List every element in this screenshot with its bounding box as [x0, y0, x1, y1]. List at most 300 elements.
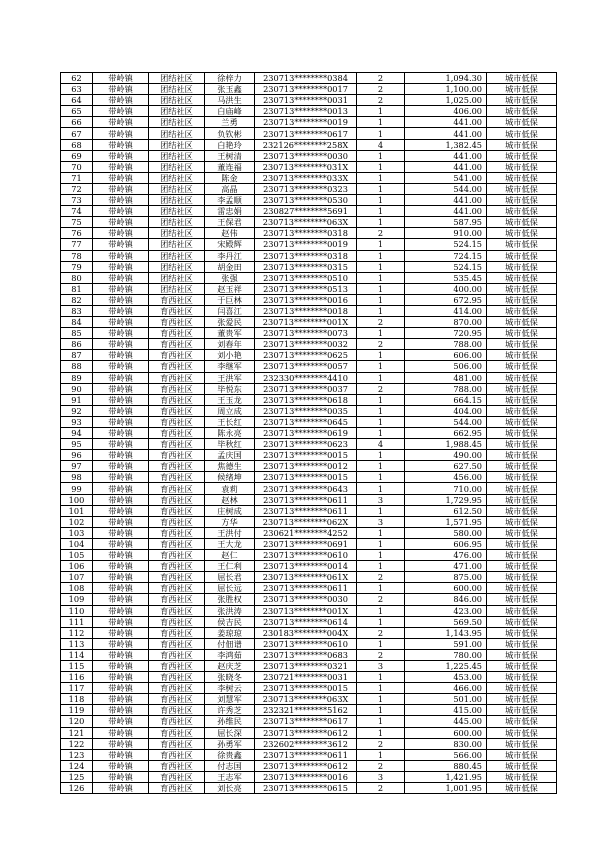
cell-town: 带岭镇	[93, 195, 149, 206]
cell-id-number: 232321********5162	[255, 705, 357, 716]
cell-id-number: 230713********0623	[255, 439, 357, 450]
table-row	[61, 261, 557, 272]
table-row	[61, 350, 557, 361]
cell-id-number: 230713********0318	[255, 250, 357, 261]
table-row	[61, 561, 557, 572]
cell-name: 宋殿辉	[205, 239, 255, 250]
cell-amount: 535.45	[405, 272, 487, 283]
cell-household-size: 1	[357, 150, 405, 161]
cell-household-size: 2	[357, 383, 405, 394]
cell-household-size: 1	[357, 416, 405, 427]
cell-name: 付志国	[205, 760, 255, 771]
table-row	[61, 195, 557, 206]
cell-assistance-type: 城市低保	[487, 339, 557, 350]
cell-id-number: 230713********0615	[255, 783, 357, 794]
cell-assistance-type: 城市低保	[487, 361, 557, 372]
cell-household-size: 1	[357, 550, 405, 561]
cell-row-number: 109	[61, 594, 93, 605]
cell-assistance-type: 城市低保	[487, 494, 557, 505]
cell-community: 育西社区	[149, 394, 205, 405]
table-row	[61, 538, 557, 549]
cell-household-size: 1	[357, 106, 405, 117]
cell-community: 育西社区	[149, 705, 205, 716]
cell-name: 白庙峰	[205, 106, 255, 117]
table-row	[61, 738, 557, 749]
cell-assistance-type: 城市低保	[487, 217, 557, 228]
cell-id-number: 230713********0315	[255, 261, 357, 272]
table-row	[61, 483, 557, 494]
cell-town: 带岭镇	[93, 183, 149, 194]
cell-assistance-type: 城市低保	[487, 106, 557, 117]
cell-amount: 1,382.45	[405, 139, 487, 150]
cell-amount: 1,143.95	[405, 627, 487, 638]
cell-id-number: 230713********0031	[255, 95, 357, 106]
cell-name: 白艳玲	[205, 139, 255, 150]
cell-id-number: 230713********0015	[255, 472, 357, 483]
cell-amount: 414.00	[405, 305, 487, 316]
cell-id-number: 230713********0016	[255, 294, 357, 305]
cell-id-number: 230713********0019	[255, 117, 357, 128]
cell-assistance-type: 城市低保	[487, 405, 557, 416]
cell-name: 刘慧军	[205, 694, 255, 705]
table-row	[61, 305, 557, 316]
cell-id-number: 230713********0384	[255, 73, 357, 84]
cell-id-number: 230713********0012	[255, 461, 357, 472]
cell-town: 带岭镇	[93, 683, 149, 694]
cell-name: 方华	[205, 516, 255, 527]
cell-household-size: 1	[357, 483, 405, 494]
cell-assistance-type: 城市低保	[487, 228, 557, 239]
cell-amount: 466.00	[405, 683, 487, 694]
cell-community: 团结社区	[149, 128, 205, 139]
cell-assistance-type: 城市低保	[487, 383, 557, 394]
cell-name: 毕秋红	[205, 439, 255, 450]
cell-amount: 441.00	[405, 128, 487, 139]
cell-town: 带岭镇	[93, 616, 149, 627]
cell-row-number: 89	[61, 372, 93, 383]
cell-community: 育西社区	[149, 605, 205, 616]
cell-name: 王仁利	[205, 561, 255, 572]
cell-town: 带岭镇	[93, 727, 149, 738]
cell-community: 团结社区	[149, 161, 205, 172]
cell-household-size: 1	[357, 361, 405, 372]
cell-assistance-type: 城市低保	[487, 649, 557, 660]
table-row	[61, 505, 557, 516]
cell-name: 张强	[205, 272, 255, 283]
cell-amount: 606.00	[405, 350, 487, 361]
cell-id-number: 230713********0019	[255, 239, 357, 250]
cell-name: 孙勇军	[205, 738, 255, 749]
cell-town: 带岭镇	[93, 339, 149, 350]
cell-assistance-type: 城市低保	[487, 261, 557, 272]
cell-assistance-type: 城市低保	[487, 616, 557, 627]
cell-town: 带岭镇	[93, 372, 149, 383]
table-row	[61, 206, 557, 217]
cell-town: 带岭镇	[93, 705, 149, 716]
cell-row-number: 122	[61, 738, 93, 749]
table-row	[61, 172, 557, 183]
cell-name: 兰勇	[205, 117, 255, 128]
cell-name: 陈金	[205, 172, 255, 183]
cell-assistance-type: 城市低保	[487, 150, 557, 161]
cell-id-number: 230713********0611	[255, 505, 357, 516]
cell-id-number: 230713********0016	[255, 771, 357, 782]
cell-id-number: 230713********031X	[255, 161, 357, 172]
cell-town: 带岭镇	[93, 117, 149, 128]
cell-town: 带岭镇	[93, 538, 149, 549]
cell-assistance-type: 城市低保	[487, 627, 557, 638]
table-row	[61, 128, 557, 139]
table-row	[61, 150, 557, 161]
cell-town: 带岭镇	[93, 760, 149, 771]
cell-name: 董贵军	[205, 328, 255, 339]
cell-community: 育西社区	[149, 516, 205, 527]
cell-community: 团结社区	[149, 150, 205, 161]
cell-row-number: 95	[61, 439, 93, 450]
cell-household-size: 1	[357, 328, 405, 339]
cell-row-number: 73	[61, 195, 93, 206]
cell-row-number: 63	[61, 84, 93, 95]
cell-assistance-type: 城市低保	[487, 550, 557, 561]
cell-town: 带岭镇	[93, 638, 149, 649]
cell-town: 带岭镇	[93, 139, 149, 150]
cell-id-number: 230713********0017	[255, 84, 357, 95]
cell-amount: 870.00	[405, 317, 487, 328]
cell-amount: 544.00	[405, 416, 487, 427]
cell-community: 育西社区	[149, 783, 205, 794]
cell-household-size: 2	[357, 73, 405, 84]
cell-assistance-type: 城市低保	[487, 372, 557, 383]
cell-town: 带岭镇	[93, 505, 149, 516]
cell-row-number: 111	[61, 616, 93, 627]
cell-assistance-type: 城市低保	[487, 594, 557, 605]
cell-id-number: 230713********0617	[255, 716, 357, 727]
cell-household-size: 3	[357, 771, 405, 782]
cell-row-number: 69	[61, 150, 93, 161]
cell-name: 李孟顺	[205, 195, 255, 206]
cell-community: 育西社区	[149, 672, 205, 683]
cell-amount: 524.15	[405, 261, 487, 272]
table-row	[61, 705, 557, 716]
cell-community: 团结社区	[149, 84, 205, 95]
cell-amount: 490.00	[405, 450, 487, 461]
table-row	[61, 527, 557, 538]
cell-id-number: 230713********062X	[255, 516, 357, 527]
cell-town: 带岭镇	[93, 383, 149, 394]
cell-town: 带岭镇	[93, 494, 149, 505]
cell-name: 闫喜江	[205, 305, 255, 316]
cell-town: 带岭镇	[93, 350, 149, 361]
cell-amount: 672.95	[405, 294, 487, 305]
cell-name: 屈长君	[205, 572, 255, 583]
cell-community: 育西社区	[149, 461, 205, 472]
table-row	[61, 416, 557, 427]
cell-town: 带岭镇	[93, 594, 149, 605]
table-row	[61, 594, 557, 605]
cell-amount: 415.00	[405, 705, 487, 716]
cell-community: 育西社区	[149, 727, 205, 738]
cell-amount: 1,094.30	[405, 73, 487, 84]
cell-assistance-type: 城市低保	[487, 694, 557, 705]
cell-name: 付佃谱	[205, 638, 255, 649]
cell-row-number: 123	[61, 749, 93, 760]
cell-household-size: 1	[357, 505, 405, 516]
cell-household-size: 1	[357, 583, 405, 594]
cell-community: 团结社区	[149, 206, 205, 217]
cell-community: 团结社区	[149, 117, 205, 128]
cell-community: 育西社区	[149, 472, 205, 483]
cell-assistance-type: 城市低保	[487, 472, 557, 483]
cell-name: 孟庆国	[205, 450, 255, 461]
cell-amount: 445.00	[405, 716, 487, 727]
cell-row-number: 96	[61, 450, 93, 461]
cell-row-number: 94	[61, 428, 93, 439]
cell-household-size: 2	[357, 738, 405, 749]
cell-community: 团结社区	[149, 217, 205, 228]
cell-town: 带岭镇	[93, 206, 149, 217]
table-row	[61, 771, 557, 782]
cell-community: 团结社区	[149, 250, 205, 261]
table-row	[61, 472, 557, 483]
cell-assistance-type: 城市低保	[487, 317, 557, 328]
cell-name: 王洪军	[205, 372, 255, 383]
cell-amount: 846.00	[405, 594, 487, 605]
cell-household-size: 3	[357, 516, 405, 527]
cell-assistance-type: 城市低保	[487, 239, 557, 250]
table-row	[61, 294, 557, 305]
cell-community: 育西社区	[149, 372, 205, 383]
cell-row-number: 77	[61, 239, 93, 250]
cell-household-size: 1	[357, 206, 405, 217]
cell-row-number: 90	[61, 383, 93, 394]
cell-assistance-type: 城市低保	[487, 84, 557, 95]
cell-amount: 1,001.95	[405, 783, 487, 794]
cell-household-size: 1	[357, 261, 405, 272]
cell-assistance-type: 城市低保	[487, 527, 557, 538]
cell-household-size: 1	[357, 461, 405, 472]
cell-row-number: 113	[61, 638, 93, 649]
cell-assistance-type: 城市低保	[487, 172, 557, 183]
cell-amount: 591.00	[405, 638, 487, 649]
cell-amount: 1,225.45	[405, 660, 487, 671]
cell-community: 育西社区	[149, 749, 205, 760]
cell-community: 团结社区	[149, 139, 205, 150]
table-row	[61, 73, 557, 84]
cell-amount: 788.00	[405, 339, 487, 350]
cell-name: 焦德生	[205, 461, 255, 472]
cell-town: 带岭镇	[93, 272, 149, 283]
cell-assistance-type: 城市低保	[487, 206, 557, 217]
cell-assistance-type: 城市低保	[487, 783, 557, 794]
cell-amount: 627.50	[405, 461, 487, 472]
cell-row-number: 74	[61, 206, 93, 217]
cell-town: 带岭镇	[93, 328, 149, 339]
cell-assistance-type: 城市低保	[487, 450, 557, 461]
cell-town: 带岭镇	[93, 783, 149, 794]
cell-town: 带岭镇	[93, 461, 149, 472]
cell-name: 胡金田	[205, 261, 255, 272]
cell-town: 带岭镇	[93, 672, 149, 683]
cell-community: 团结社区	[149, 272, 205, 283]
table-row	[61, 394, 557, 405]
cell-row-number: 112	[61, 627, 93, 638]
cell-town: 带岭镇	[93, 106, 149, 117]
cell-name: 侯吉民	[205, 616, 255, 627]
cell-amount: 664.15	[405, 394, 487, 405]
table-row	[61, 117, 557, 128]
cell-amount: 780.00	[405, 649, 487, 660]
cell-name: 负钦彬	[205, 128, 255, 139]
cell-id-number: 230713********063X	[255, 694, 357, 705]
cell-household-size: 1	[357, 694, 405, 705]
cell-id-number: 230713********0614	[255, 616, 357, 627]
cell-amount: 404.00	[405, 405, 487, 416]
cell-community: 团结社区	[149, 183, 205, 194]
cell-household-size: 1	[357, 727, 405, 738]
cell-household-size: 1	[357, 472, 405, 483]
cell-household-size: 1	[357, 372, 405, 383]
table-row	[61, 239, 557, 250]
cell-row-number: 102	[61, 516, 93, 527]
cell-community: 团结社区	[149, 106, 205, 117]
cell-amount: 501.00	[405, 694, 487, 705]
cell-id-number: 230713********0643	[255, 483, 357, 494]
cell-amount: 456.00	[405, 472, 487, 483]
cell-household-size: 3	[357, 660, 405, 671]
cell-id-number: 230713********0612	[255, 760, 357, 771]
cell-community: 团结社区	[149, 228, 205, 239]
cell-community: 团结社区	[149, 239, 205, 250]
cell-household-size: 1	[357, 672, 405, 683]
cell-assistance-type: 城市低保	[487, 727, 557, 738]
cell-row-number: 87	[61, 350, 93, 361]
table-row	[61, 461, 557, 472]
cell-town: 带岭镇	[93, 450, 149, 461]
cell-assistance-type: 城市低保	[487, 272, 557, 283]
cell-name: 雷忠娟	[205, 206, 255, 217]
cell-row-number: 118	[61, 694, 93, 705]
table-row	[61, 317, 557, 328]
cell-amount: 481.00	[405, 372, 487, 383]
cell-row-number: 100	[61, 494, 93, 505]
cell-row-number: 92	[61, 405, 93, 416]
table-row	[61, 672, 557, 683]
cell-name: 赵伟	[205, 228, 255, 239]
cell-id-number: 230713********0030	[255, 594, 357, 605]
cell-row-number: 84	[61, 317, 93, 328]
cell-id-number: 230713********0057	[255, 361, 357, 372]
cell-row-number: 86	[61, 339, 93, 350]
cell-id-number: 230713********0618	[255, 394, 357, 405]
cell-amount: 423.00	[405, 605, 487, 616]
cell-assistance-type: 城市低保	[487, 305, 557, 316]
table-row	[61, 760, 557, 771]
cell-name: 徐贵鑫	[205, 749, 255, 760]
cell-community: 育西社区	[149, 638, 205, 649]
cell-assistance-type: 城市低保	[487, 95, 557, 106]
cell-name: 李鸿茹	[205, 649, 255, 660]
table-row	[61, 328, 557, 339]
cell-town: 带岭镇	[93, 405, 149, 416]
cell-assistance-type: 城市低保	[487, 283, 557, 294]
cell-assistance-type: 城市低保	[487, 561, 557, 572]
cell-community: 育西社区	[149, 594, 205, 605]
cell-town: 带岭镇	[93, 694, 149, 705]
cell-amount: 1,421.95	[405, 771, 487, 782]
cell-household-size: 2	[357, 783, 405, 794]
cell-assistance-type: 城市低保	[487, 760, 557, 771]
cell-name: 张胜权	[205, 594, 255, 605]
cell-name: 王大龙	[205, 538, 255, 549]
cell-id-number: 230621********4252	[255, 527, 357, 538]
cell-town: 带岭镇	[93, 361, 149, 372]
cell-town: 带岭镇	[93, 228, 149, 239]
cell-amount: 471.00	[405, 561, 487, 572]
cell-id-number: 230713********0691	[255, 538, 357, 549]
cell-id-number: 230713********001X	[255, 605, 357, 616]
cell-id-number: 232126********258X	[255, 139, 357, 150]
table-row	[61, 405, 557, 416]
cell-town: 带岭镇	[93, 172, 149, 183]
cell-row-number: 97	[61, 461, 93, 472]
cell-household-size: 2	[357, 594, 405, 605]
cell-community: 育西社区	[149, 660, 205, 671]
cell-name: 张玉鑫	[205, 84, 255, 95]
cell-id-number: 230713********0611	[255, 583, 357, 594]
cell-row-number: 103	[61, 527, 93, 538]
cell-row-number: 68	[61, 139, 93, 150]
cell-household-size: 1	[357, 239, 405, 250]
cell-name: 赵玉祥	[205, 283, 255, 294]
cell-assistance-type: 城市低保	[487, 250, 557, 261]
cell-assistance-type: 城市低保	[487, 572, 557, 583]
cell-town: 带岭镇	[93, 605, 149, 616]
cell-town: 带岭镇	[93, 527, 149, 538]
table-row	[61, 716, 557, 727]
table-row	[61, 217, 557, 228]
cell-id-number: 230713********0014	[255, 561, 357, 572]
cell-row-number: 75	[61, 217, 93, 228]
cell-community: 育西社区	[149, 505, 205, 516]
cell-row-number: 98	[61, 472, 93, 483]
cell-community: 育西社区	[149, 350, 205, 361]
cell-household-size: 1	[357, 428, 405, 439]
cell-row-number: 76	[61, 228, 93, 239]
cell-household-size: 1	[357, 538, 405, 549]
table-row	[61, 494, 557, 505]
table-row	[61, 749, 557, 760]
cell-community: 育西社区	[149, 328, 205, 339]
cell-community: 育西社区	[149, 439, 205, 450]
cell-assistance-type: 城市低保	[487, 672, 557, 683]
cell-row-number: 83	[61, 305, 93, 316]
cell-name: 赵庆芝	[205, 660, 255, 671]
cell-household-size: 1	[357, 172, 405, 183]
cell-community: 育西社区	[149, 550, 205, 561]
cell-id-number: 230713********0030	[255, 150, 357, 161]
table-row	[61, 84, 557, 95]
table-row	[61, 516, 557, 527]
cell-town: 带岭镇	[93, 483, 149, 494]
cell-id-number: 230713********0032	[255, 339, 357, 350]
cell-id-number: 230713********0611	[255, 494, 357, 505]
table-row	[61, 627, 557, 638]
cell-assistance-type: 城市低保	[487, 705, 557, 716]
cell-town: 带岭镇	[93, 428, 149, 439]
cell-household-size: 1	[357, 450, 405, 461]
cell-name: 候绪坤	[205, 472, 255, 483]
cell-assistance-type: 城市低保	[487, 350, 557, 361]
